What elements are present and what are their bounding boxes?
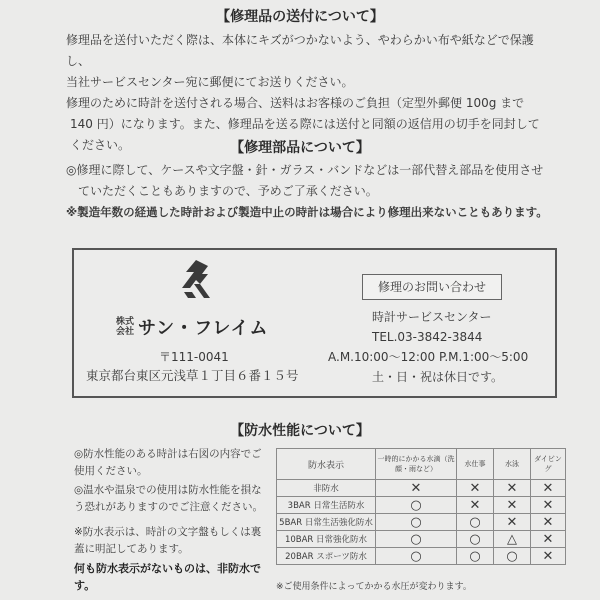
repair-parts-body: [66, 160, 556, 223]
non-waterproof-emphasis: 何も防水表示がないものは、非防水です。: [74, 562, 261, 592]
row-mark: ✕: [531, 548, 566, 565]
company-logo-icon: [174, 258, 218, 302]
repair-send-title: 【修理品の送付について】: [216, 9, 384, 25]
company-name: サン・フレイム: [138, 318, 269, 339]
row-mark: △: [494, 531, 531, 548]
table-row: [277, 514, 566, 531]
repair-send-line: 修理のために時計を送付される場合、送料はお客様のご負担（定型外郵便 100g まで: [66, 96, 525, 110]
service-center-tel: TEL.03-3842-3844: [372, 330, 483, 344]
repair-send-line: 修理品を送付いただく際は、本体にキズがつかないよう、やわらかい布や紙などで保護し、: [66, 33, 534, 68]
row-label: 10BAR 日常強化防水: [277, 531, 376, 548]
table-row: [277, 531, 566, 548]
service-center-holidays: 土・日・祝は休日です。: [372, 370, 504, 384]
row-mark: ✕: [494, 480, 531, 497]
row-mark: ✕: [457, 497, 494, 514]
repair-parts-line: ていただくこともありますので、予めご了承ください。: [78, 184, 378, 198]
repair-parts-title: 【修理部品について】: [230, 140, 370, 156]
company-name-group: [116, 314, 268, 340]
row-mark: ✕: [531, 531, 566, 548]
row-mark: ✕: [531, 497, 566, 514]
kabushiki-label: 株式会社: [116, 317, 135, 337]
row-mark: ✕: [494, 497, 531, 514]
table-header: 水仕事: [457, 449, 494, 480]
row-label: 5BAR 日常生活強化防水: [277, 514, 376, 531]
row-mark: ○: [376, 531, 457, 548]
row-mark: ○: [457, 531, 494, 548]
row-mark: ○: [376, 514, 457, 531]
postal-code: 〒111-0041: [159, 350, 229, 364]
row-label: 20BAR スポーツ防水: [277, 548, 376, 565]
row-mark: ○: [457, 548, 494, 565]
row-mark: ○: [376, 497, 457, 514]
table-header: 水泳: [494, 449, 531, 480]
repair-parts-line: ◎修理に際して、ケースや文字盤・針・ガラス・バンドなどは一部代替え部品を使用させ: [66, 163, 544, 177]
company-box: [72, 248, 557, 398]
row-mark: ○: [457, 514, 494, 531]
row-mark: ○: [494, 548, 531, 565]
row-mark: ✕: [457, 480, 494, 497]
row-mark: ✕: [494, 514, 531, 531]
table-header: 一時的にかかる水滴（洗顔・雨など）: [376, 449, 457, 480]
service-center-name: 時計サービスセンター: [372, 310, 492, 324]
waterproof-note: ◎防水性能のある時計は右図の内容でご使用ください。: [74, 448, 262, 477]
waterproof-title: 【防水性能について】: [230, 423, 370, 439]
repair-inquiry-label: 修理のお問い合わせ: [362, 274, 502, 300]
row-label: 3BAR 日常生活防水: [277, 497, 376, 514]
table-row: [277, 497, 566, 514]
table-header: ダイビング: [531, 449, 566, 480]
table-row: [277, 548, 566, 565]
service-center-hours: A.M.10:00～12:00 P.M.1:00～5:00: [328, 350, 529, 364]
repair-send-line: 当社サービスセンター宛に郵便にてお送りください。: [66, 75, 354, 89]
waterproof-note: ◎温水や温泉での使用は防水性能を損なう恐れがありますのでご注意ください。: [74, 484, 263, 513]
repair-parts-note: ※製造年数の経過した時計および製造中止の時計は場合により修理出来ないこともあります。: [66, 205, 548, 219]
row-label: 非防水: [277, 480, 376, 497]
waterproof-footnote: ※ご使用条件によってかかる水圧が変わります。: [276, 582, 472, 592]
waterproof-table: [276, 448, 566, 565]
company-address: 東京都台東区元浅草１丁目６番１５号: [86, 368, 299, 383]
table-header-row: [277, 449, 566, 480]
row-mark: ✕: [531, 480, 566, 497]
table-row: [277, 480, 566, 497]
repair-send-line: 140 円）になります。また、修理品を送る際には送付と同額の返信用の切手を同封して: [70, 117, 540, 131]
row-mark: ○: [376, 548, 457, 565]
repair-send-line: ください。: [70, 138, 131, 152]
table-header: 防水表示: [277, 449, 376, 480]
row-mark: ✕: [531, 514, 566, 531]
waterproof-note: ※防水表示は、時計の文字盤もしくは裏蓋に明記してあります。: [74, 526, 262, 555]
row-mark: ✕: [376, 480, 457, 497]
